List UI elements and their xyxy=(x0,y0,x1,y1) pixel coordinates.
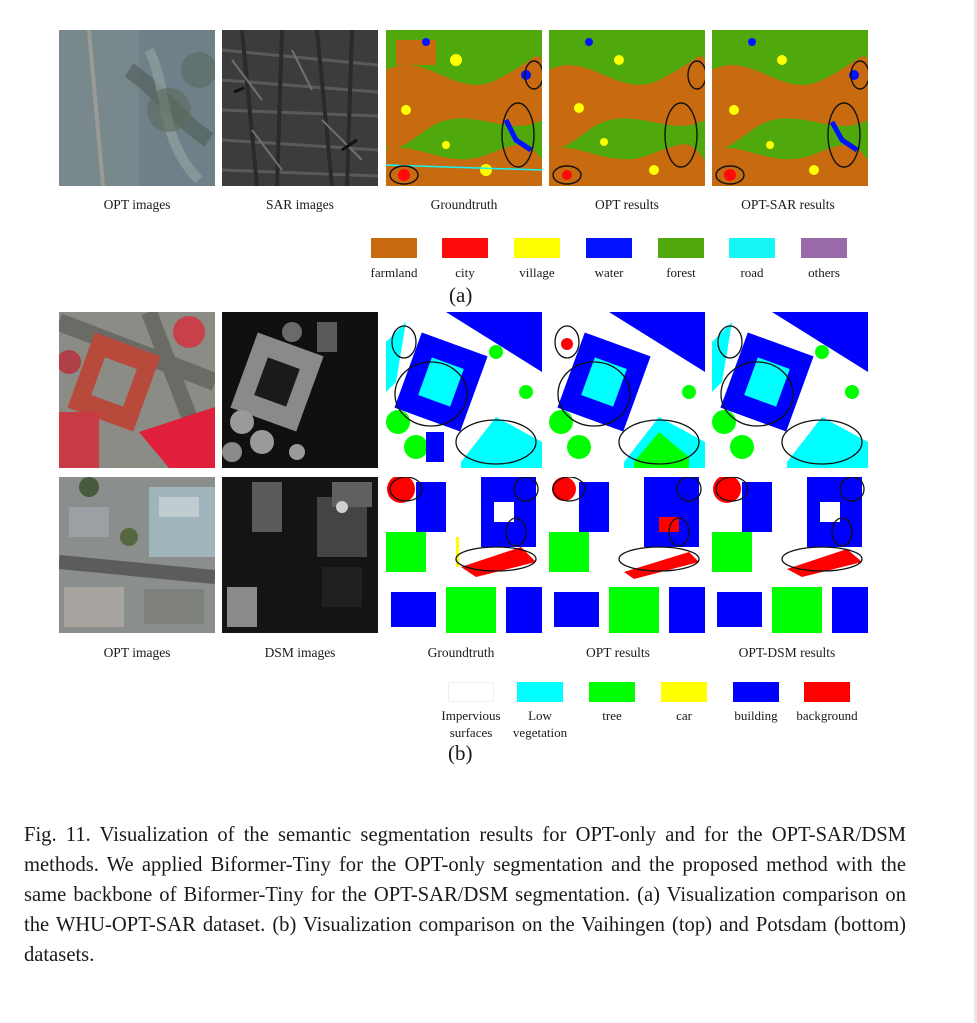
legend-swatch-others xyxy=(801,238,847,258)
legend-label-car: car xyxy=(676,708,692,723)
legend-swatch-car xyxy=(661,682,707,702)
opt-result-potsdam xyxy=(549,477,705,633)
legend-label-impervious-line1: Impervious xyxy=(441,708,501,723)
legend-swatch-water xyxy=(586,238,632,258)
legend-label-background: background xyxy=(796,708,858,723)
legend-swatch-background xyxy=(804,682,850,702)
legend-label-farmland: farmland xyxy=(370,265,418,280)
opt-result-whu xyxy=(549,30,705,186)
col-label-sar-images: SAR images xyxy=(266,197,334,212)
legend-label-city: city xyxy=(455,265,475,280)
dsm-image-potsdam xyxy=(222,477,378,633)
subfigure-label-b: (b) xyxy=(448,741,473,765)
col-label-groundtruth-b: Groundtruth xyxy=(427,645,495,660)
col-label-opt-results-b: OPT results xyxy=(586,645,650,660)
legend-label-forest: forest xyxy=(666,265,696,280)
legend-swatch-village xyxy=(514,238,560,258)
legend-label-low-vegetation-line2: vegetation xyxy=(512,725,568,740)
opt-sar-result-whu xyxy=(712,30,868,186)
legend-label-road: road xyxy=(740,265,764,280)
opt-dsm-result-vaihingen xyxy=(712,312,868,468)
legend-swatch-impervious-surfaces xyxy=(448,682,494,702)
legend-label-water: water xyxy=(594,265,624,280)
col-label-groundtruth-a: Groundtruth xyxy=(430,197,498,212)
legend-label-village: village xyxy=(519,265,555,280)
sar-image-whu xyxy=(222,30,378,186)
opt-image-whu xyxy=(59,30,215,186)
legend-swatch-city xyxy=(442,238,488,258)
opt-image-potsdam xyxy=(59,477,215,633)
legend-swatch-road xyxy=(729,238,775,258)
legend-swatch-forest xyxy=(658,238,704,258)
legend-label-low-vegetation-line1: Low xyxy=(528,708,552,723)
figure-caption: Fig. 11. Visualization of the semantic segmentation results for OPT-only and for the OPT-SAR/DSM methods. We applied Biformer-Tiny for the OPT-only segmentation and the proposed method with the same backbone of Biformer-Tiny for the OPT-SAR/DSM segmentation. (a) Visualization comparison on the WHU-OPT-SAR dataset. (b) Visualization comparison on the Vaihingen (top) and Potsdam (bottom) datasets. xyxy=(24,824,906,966)
opt-dsm-result-potsdam xyxy=(712,477,868,633)
groundtruth-whu xyxy=(386,30,542,186)
groundtruth-vaihingen xyxy=(386,312,542,468)
col-label-opt-results-a: OPT results xyxy=(595,197,659,212)
opt-result-vaihingen xyxy=(549,312,705,468)
groundtruth-potsdam xyxy=(386,477,542,633)
legend-swatch-building xyxy=(733,682,779,702)
legend-label-others: others xyxy=(808,265,840,280)
legend-swatch-low-vegetation xyxy=(517,682,563,702)
legend-label-building: building xyxy=(734,708,778,723)
dsm-image-vaihingen xyxy=(222,312,378,468)
col-label-opt-dsm-results: OPT-DSM results xyxy=(738,645,836,660)
subfigure-label-a: (a) xyxy=(449,283,473,307)
col-label-opt-images-a: OPT images xyxy=(103,197,171,212)
legend-label-low-vegetation xyxy=(500,707,580,741)
legend-label-impervious-surfaces xyxy=(431,707,511,741)
col-label-dsm-images: DSM images xyxy=(264,645,336,660)
legend-swatch-farmland xyxy=(371,238,417,258)
col-label-opt-images-b: OPT images xyxy=(103,645,171,660)
legend-label-tree: tree xyxy=(602,708,622,723)
legend-swatch-tree xyxy=(589,682,635,702)
legend-label-impervious-line2: surfaces xyxy=(449,725,493,740)
opt-image-vaihingen xyxy=(59,312,215,468)
col-label-opt-sar-results: OPT-SAR results xyxy=(741,197,835,212)
